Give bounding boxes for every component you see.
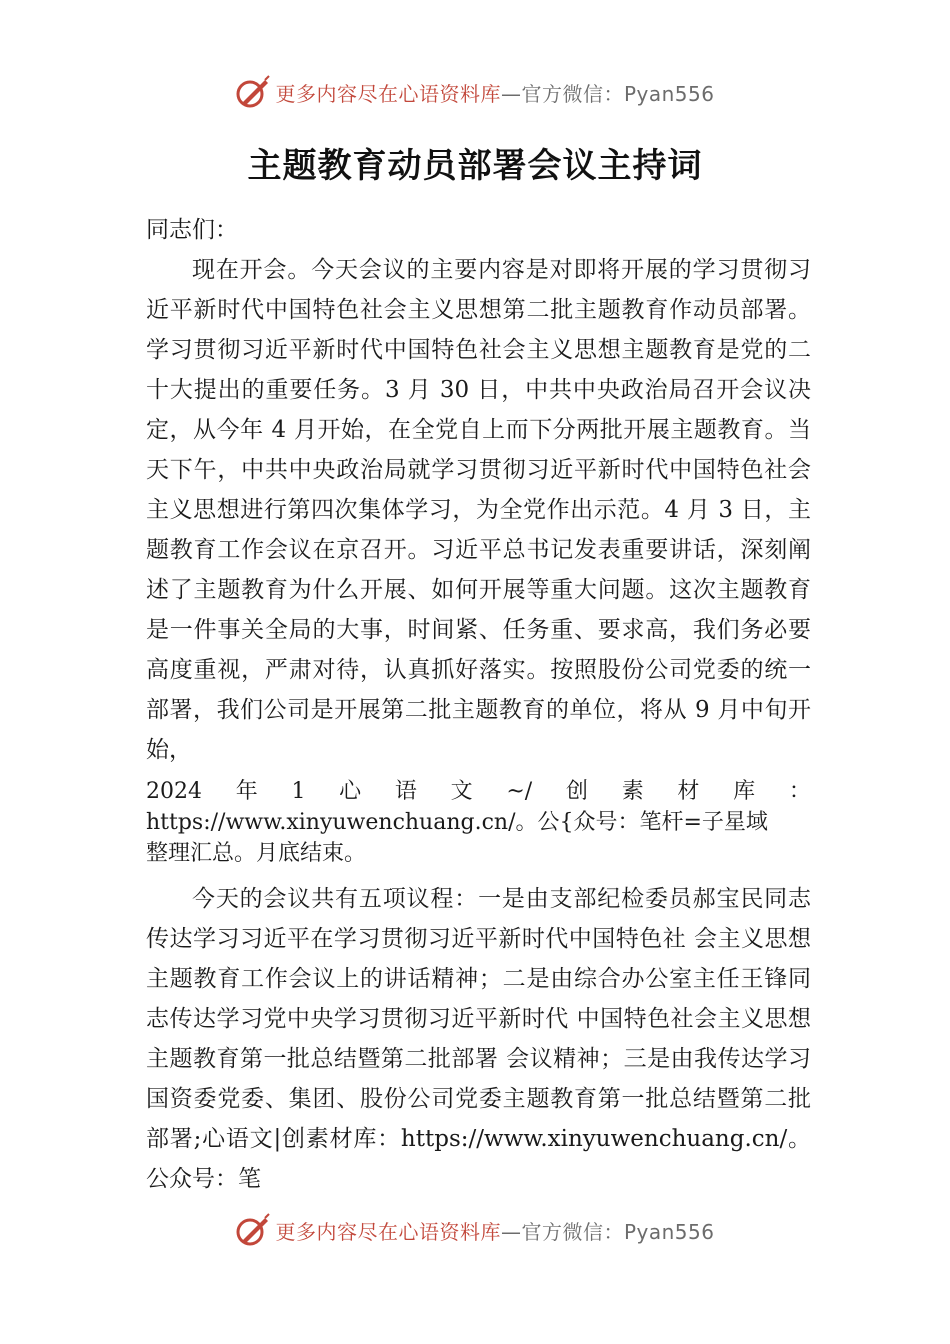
spread-token: 语 — [394, 779, 417, 804]
header-watermark-banner — [0, 72, 950, 112]
banner-main-text: 更多内容尽在心语资料库 — [275, 1219, 501, 1244]
banner-main-text: 更多内容尽在心语资料库 — [275, 81, 501, 106]
summary-line: 整理汇总。月底结束。 — [146, 841, 367, 866]
spread-token: 创 — [565, 779, 588, 804]
banner-tail-text: —官方微信：Pyan556 — [500, 81, 715, 106]
spread-token: 年 — [235, 779, 258, 804]
banner-text — [275, 78, 714, 107]
url-line: https://www.xinyuwenchuang.cn/。公{众号：笔杆=子星域 — [146, 810, 768, 835]
spread-token: 文 — [450, 779, 473, 804]
paragraph-1: 现在开会。今天会议的主要内容是对即将开展的学习贯彻习近平新时代中国特色社会主义思想第二批主题教育作动员部署。学习贯彻习近平新时代中国特色社会主义思想主题教育是党的二十大提出的重要任务。3 月 30 日，中共中央政治局召开会议决定，从今年 4 月开始，在全党自上而下分两批开展主题教育。当天下午，中共中央政治局就学习贯彻习近平新时代中国特色社会主义思想进行第四次集体学习，为全党作出示范。4 月 3 日，主题教育工作会议在京召开。习近平总书记发表重要讲话，深刻阐述了主题教育为什么开展、如何开展等重大问题。这次主题教育是一件事关全局的大事，时间紧、任务重、要求高，我们务必要高度重视，严肃对待，认真抓好落实。按照股份公司党委的统一部署，我们公司是开展第二批主题教育的单位，将从 9 月中旬开始， — [146, 257, 811, 763]
pen-logo-icon — [235, 74, 271, 110]
salutation: 同志们： — [146, 217, 238, 243]
banner-text — [275, 1216, 714, 1245]
spread-token: ： — [788, 779, 811, 804]
spread-token: 素 — [621, 779, 644, 804]
page-title: 主题教育动员部署会议主持词 — [247, 146, 703, 186]
spread-token: 心 — [339, 779, 362, 804]
banner-tail-text: —官方微信：Pyan556 — [500, 1219, 715, 1244]
spread-token: 库 — [733, 779, 756, 804]
document-body — [146, 210, 811, 1199]
paragraph-2: 今天的会议共有五项议程：一是由支部纪检委员郝宝民同志传达学习习近平在学习贯彻习近平新时代中国特色社 会主义思想主题教育工作会议上的讲话精神；二是由综合办公室主任王锋同志传达学习党中央学习贯彻习近平新时代 中国特色社会主义思想主题教育第一批总结暨第二批部署 会议精神；三是由我传达学习国资委党委、集团、股份公司党委主题教育第一批总结暨第二批部署;心语文|创素材库：https://www.xinyuwenchuang.cn/。公众号：笔 — [146, 886, 811, 1192]
spread-token: ~/ — [506, 779, 533, 804]
spread-token: 材 — [677, 779, 700, 804]
footer-watermark-banner — [0, 1210, 950, 1250]
paragraph-1-continuation — [146, 776, 811, 869]
spread-token: 1 — [291, 779, 306, 804]
spread-token: 2024 — [146, 779, 202, 804]
spread-line — [146, 776, 811, 807]
pen-logo-icon — [235, 1212, 271, 1248]
